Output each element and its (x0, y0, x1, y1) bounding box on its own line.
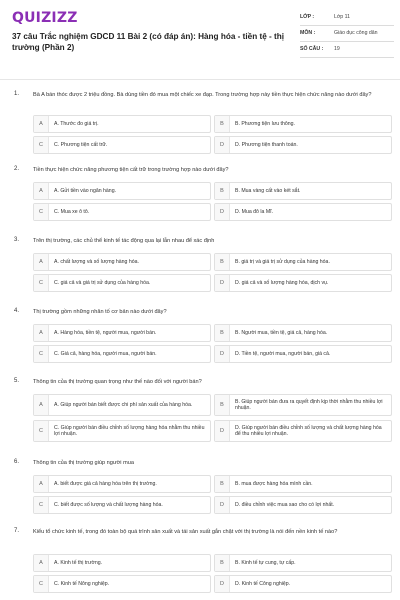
option-letter: C (34, 275, 49, 291)
option-c[interactable] (33, 420, 211, 442)
option-text: C. Giúp người bán điều chỉnh số lượng hàng hóa nhằm thu nhiều lợi nhuận. (54, 424, 205, 437)
meta-label: SỐ CÂU : (300, 46, 324, 52)
option-text: D. điều chỉnh việc mua sao cho có lợi nhất. (235, 501, 335, 508)
option-text: B. Kinh tế tự cung, tự cấp. (235, 559, 296, 566)
page-title: 37 câu Trắc nghiệm GDCD 11 Bài 2 (có đáp án): Hàng hóa - tiền tệ - thị trường (Phần 2) (12, 32, 285, 52)
option-letter: C (34, 346, 49, 362)
question-text: Thông tin của thị trường quan trọng như thế nào đối với người bán? (33, 379, 202, 385)
option-text: B. Giúp người bán đưa ra quyết định kịp thời nhằm thu nhiều lợi nhuận. (235, 398, 383, 411)
header-divider (0, 79, 400, 80)
option-text: C. giá cả và giá trị sử dụng của hàng hóa. (54, 279, 151, 286)
option-text: D. Giúp người bán điều chỉnh số lượng và chất lượng hàng hóa để thu nhiều lợi nhuận. (235, 424, 382, 437)
option-d[interactable] (214, 420, 392, 442)
option-letter: C (34, 497, 49, 513)
option-c[interactable] (33, 575, 211, 593)
question-text: Thị trường gồm những nhân tố cơ bản nào dưới đây? (33, 309, 167, 315)
option-letter: B (215, 555, 230, 571)
option-letter: C (34, 421, 49, 441)
option-text: D. giá cả và số lượng hàng hóa, dịch vụ. (235, 279, 329, 286)
option-text: D. Tiền tệ, người mua, người bán, giá cả. (235, 350, 331, 357)
question-number: 1. (14, 91, 20, 97)
option-a[interactable] (33, 554, 211, 572)
option-text: C. Giá cả, hàng hóa, người mua, người bán. (54, 350, 157, 357)
option-c[interactable] (33, 274, 211, 292)
option-a[interactable] (33, 394, 211, 416)
question-number: 3. (14, 237, 20, 243)
option-text: C. Phương tiện cất trữ. (54, 141, 108, 148)
option-letter: D (215, 497, 230, 513)
option-a[interactable] (33, 475, 211, 493)
question-text: Kiểu tổ chức kinh tế, trong đó toàn bộ quá trình sản xuất và tái sản xuất gắn chặt với thị trường là nói đến nền kinh tế nào? (33, 529, 338, 535)
option-b[interactable] (214, 182, 392, 200)
option-d[interactable] (214, 203, 392, 221)
meta-row-class (300, 10, 394, 26)
option-letter: A (34, 395, 49, 415)
option-letter: D (215, 421, 230, 441)
option-c[interactable] (33, 203, 211, 221)
option-c[interactable] (33, 496, 211, 514)
meta-panel (300, 10, 394, 58)
meta-value: Giáo dục công dân (334, 30, 378, 36)
option-text: C. Kinh tế Nông nghiệp. (54, 580, 110, 587)
option-letter: A (34, 254, 49, 270)
option-d[interactable] (214, 575, 392, 593)
option-d[interactable] (214, 136, 392, 154)
option-text: B. Phương tiện lưu thông. (235, 120, 295, 127)
option-letter: B (215, 325, 230, 341)
option-text: B. giá trị và giá trị sử dụng của hàng hóa. (235, 258, 330, 265)
option-letter: C (34, 137, 49, 153)
option-letter: C (34, 204, 49, 220)
option-letter: D (215, 204, 230, 220)
option-b[interactable] (214, 554, 392, 572)
option-letter: D (215, 346, 230, 362)
option-b[interactable] (214, 115, 392, 133)
question-text: Bà A bán thóc được 2 triệu đồng. Bà dùng tiền đó mua một chiếc xe đạp. Trong trường hợp này tiền thực hiện chức năng nào dưới đây? (33, 92, 372, 98)
option-letter: D (215, 576, 230, 592)
question-text: Trên thị trường, các chủ thể kinh tế tác động qua lại lẫn nhau để xác định (33, 238, 215, 244)
option-letter: B (215, 183, 230, 199)
option-letter: A (34, 183, 49, 199)
option-b[interactable] (214, 324, 392, 342)
question-number: 4. (14, 308, 20, 314)
option-a[interactable] (33, 324, 211, 342)
option-letter: A (34, 325, 49, 341)
meta-row-subject (300, 26, 394, 42)
option-b[interactable] (214, 253, 392, 271)
question-number: 7. (14, 528, 20, 534)
option-a[interactable] (33, 115, 211, 133)
option-a[interactable] (33, 182, 211, 200)
question-number: 6. (14, 459, 20, 465)
option-letter: C (34, 576, 49, 592)
option-text: A. biết được giá cả hàng hóa trên thị trường. (54, 480, 157, 487)
question-number: 5. (14, 378, 20, 384)
option-text: A. Gửi tiền vào ngân hàng. (54, 187, 117, 194)
question-text: Tiền thực hiện chức năng phương tiện cất trữ trong trường hợp nào dưới đây? (33, 167, 229, 173)
meta-value: 19 (334, 46, 340, 52)
quizizz-logo: QUIZIZZ (12, 10, 78, 26)
option-b[interactable] (214, 394, 392, 416)
option-d[interactable] (214, 496, 392, 514)
option-text: A. Giúp người bán biết được chi phí sản xuất của hàng hóa. (54, 401, 193, 408)
option-text: A. chất lượng và số lượng hàng hóa. (54, 258, 139, 265)
option-text: D. Mua đô la Mĩ. (235, 208, 274, 215)
option-letter: B (215, 254, 230, 270)
option-c[interactable] (33, 136, 211, 154)
question-text: Thông tin của thị trường giúp người mua (33, 460, 134, 466)
option-c[interactable] (33, 345, 211, 363)
option-d[interactable] (214, 274, 392, 292)
option-letter: A (34, 476, 49, 492)
option-text: D. Kinh tế Công nghiệp. (235, 580, 291, 587)
option-letter: A (34, 116, 49, 132)
option-a[interactable] (33, 253, 211, 271)
meta-label: LỚP : (300, 14, 315, 20)
option-text: A. Thước đo giá trị. (54, 120, 99, 127)
option-letter: D (215, 137, 230, 153)
option-text: C. Mua xe ô tô. (54, 208, 90, 215)
option-text: B. Mua vàng cất vào két sắt. (235, 187, 301, 194)
meta-label: MÔN : (300, 30, 316, 36)
option-letter: A (34, 555, 49, 571)
option-text: C. biết được số lượng và chất lượng hàng hóa. (54, 501, 163, 508)
option-d[interactable] (214, 345, 392, 363)
option-text: B. Người mua, tiền tệ, giá cả, hàng hóa. (235, 329, 328, 336)
option-letter: B (215, 476, 230, 492)
meta-value: Lớp 11 (334, 14, 350, 20)
question-number: 2. (14, 166, 20, 172)
option-text: A. Hàng hóa, tiền tệ, người mua, người bán. (54, 329, 157, 336)
option-b[interactable] (214, 475, 392, 493)
option-letter: B (215, 116, 230, 132)
option-text: D. Phương tiện thanh toán. (235, 141, 298, 148)
option-letter: B (215, 395, 230, 415)
meta-row-count (300, 42, 394, 58)
option-letter: D (215, 275, 230, 291)
option-text: B. mua được hàng hóa mình cần. (235, 480, 313, 487)
option-text: A. Kinh tế thị trường. (54, 559, 103, 566)
